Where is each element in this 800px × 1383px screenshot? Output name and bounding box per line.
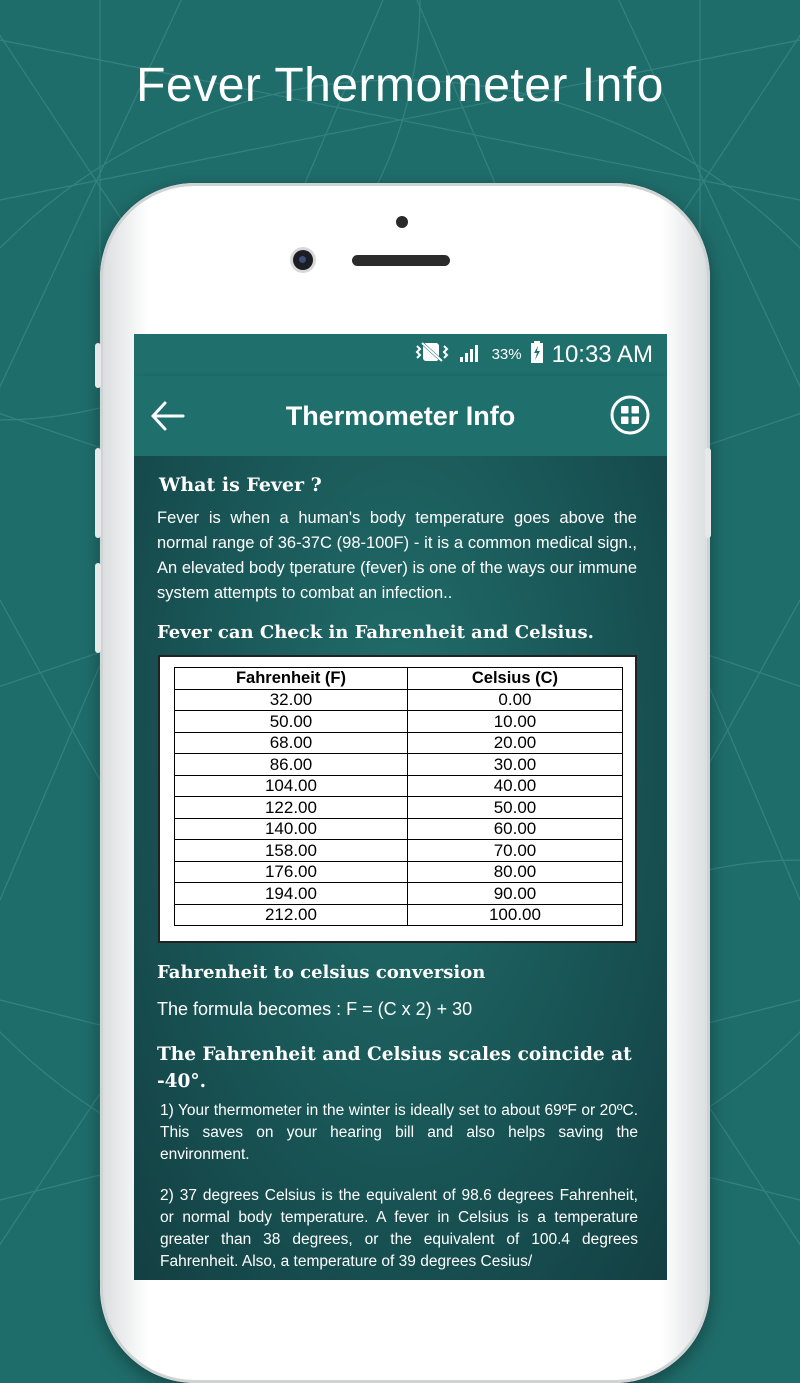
phone-volume-down-button: [95, 563, 101, 653]
phone-side-button: [95, 343, 101, 388]
column-header-fahrenheit: Fahrenheit (F): [175, 668, 408, 690]
info-content[interactable]: [134, 456, 667, 1280]
celsius-cell: 100.00: [407, 904, 622, 926]
phone-power-button: [705, 448, 711, 538]
conversion-table-card: [158, 655, 637, 943]
conversion-table: [174, 667, 623, 926]
table-row: [175, 861, 623, 883]
celsius-cell: 20.00: [407, 732, 622, 754]
phone-volume-up-button: [95, 448, 101, 538]
table-row: [175, 754, 623, 776]
fahrenheit-cell: 86.00: [175, 754, 408, 776]
table-row: [175, 689, 623, 711]
info-point-1: 1) Your thermometer in the winter is ideally set to about 69ºF or 20ºC. This saves on your hearing bill and also helps saving the environment.: [160, 1102, 638, 1163]
phone-screen: [134, 334, 667, 1280]
fever-description: Fever is when a human's body temperature goes above the normal range of 36-37C (98-100F) - it is a common medical sign., An elevated body tperature (fever) is one of the ways our immune system attempts to combat an infection..: [157, 509, 637, 602]
fahrenheit-cell: 158.00: [175, 840, 408, 862]
fahrenheit-cell: 140.00: [175, 818, 408, 840]
table-row: [175, 904, 623, 926]
earpiece-speaker: [352, 255, 450, 266]
info-point-2: 2) 37 degrees Celsius is the equivalent of 98.6 degrees Fahrenheit, or normal body temperature. A fever in Celsius is a temperature greater than 38 degrees, or the equivalent of 100.4 degrees Fahrenheit. Also, a temperature of 39 degrees Cesius/: [160, 1187, 638, 1270]
celsius-cell: 10.00: [407, 711, 622, 733]
table-row: [175, 840, 623, 862]
table-row: [175, 711, 623, 733]
celsius-cell: 30.00: [407, 754, 622, 776]
celsius-cell: 40.00: [407, 775, 622, 797]
battery-charging-icon: [530, 340, 544, 369]
celsius-cell: 0.00: [407, 689, 622, 711]
arrow-left-icon: [148, 396, 188, 436]
heading-scales-coincide: The Fahrenheit and Celsius scales coincide at -40°.: [157, 1044, 632, 1092]
table-row: [175, 883, 623, 905]
table-row: [175, 775, 623, 797]
proximity-sensor: [396, 216, 408, 228]
fahrenheit-cell: 194.00: [175, 883, 408, 905]
status-time: 10:33 AM: [551, 340, 653, 368]
table-row: [175, 818, 623, 840]
conversion-formula: The formula becomes : F = (C x 2) + 30: [157, 999, 473, 1019]
app-title: Thermometer Info: [285, 401, 516, 431]
app-bar: [134, 376, 667, 456]
celsius-cell: 70.00: [407, 840, 622, 862]
status-bar: [134, 334, 667, 376]
front-camera: [293, 250, 313, 270]
table-header-row: [175, 668, 623, 690]
table-row: [175, 797, 623, 819]
menu-grid-button[interactable]: [609, 394, 651, 436]
celsius-cell: 60.00: [407, 818, 622, 840]
celsius-cell: 50.00: [407, 797, 622, 819]
signal-icon: [458, 341, 484, 368]
table-row: [175, 732, 623, 754]
fahrenheit-cell: 32.00: [175, 689, 408, 711]
heading-check-scales: Fever can Check in Fahrenheit and Celsius.: [157, 622, 594, 643]
heading-what-is-fever: What is Fever ?: [159, 474, 322, 496]
vibrate-mute-icon: [414, 341, 450, 368]
promo-headline: Fever Thermometer Info: [136, 59, 664, 112]
heading-conversion: Fahrenheit to celsius conversion: [157, 962, 486, 983]
fahrenheit-cell: 212.00: [175, 904, 408, 926]
battery-percentage: 33%: [491, 346, 522, 363]
column-header-celsius: Celsius (C): [407, 668, 622, 690]
grid-icon: [609, 394, 651, 436]
fahrenheit-cell: 50.00: [175, 711, 408, 733]
fahrenheit-cell: 104.00: [175, 775, 408, 797]
fahrenheit-cell: 122.00: [175, 797, 408, 819]
celsius-cell: 90.00: [407, 883, 622, 905]
celsius-cell: 80.00: [407, 861, 622, 883]
back-button[interactable]: [148, 396, 188, 436]
fahrenheit-cell: 68.00: [175, 732, 408, 754]
fahrenheit-cell: 176.00: [175, 861, 408, 883]
